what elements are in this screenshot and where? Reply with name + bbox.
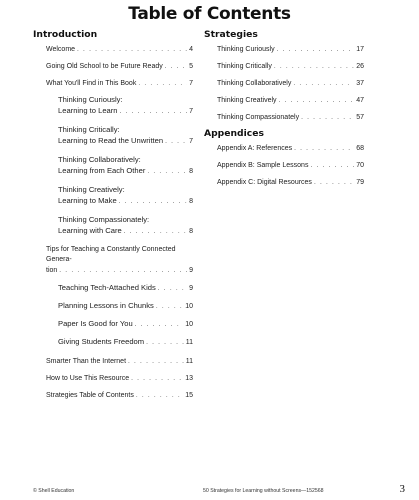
toc-entry-what-youll-find[interactable]: What You'll Find in This Book . . . 7: [46, 78, 193, 89]
toc-entry-strategies-toc[interactable]: Strategies Table of Contents . . . 15: [46, 390, 193, 401]
toc-entry-thinking-curiously[interactable]: Thinking Curiously: Learning to Learn . . . 7: [58, 95, 193, 117]
toc-entry-strategy-creatively[interactable]: Thinking Creatively . . . 47: [217, 95, 364, 106]
toc-column-right: [204, 29, 364, 188]
page-number: 10: [185, 321, 193, 328]
page-number: 13: [185, 375, 193, 382]
page-number: 7: [189, 80, 193, 87]
page-number: 57: [356, 114, 364, 121]
section-heading-strategies: Strategies: [204, 29, 258, 40]
page-footer: [0, 483, 419, 498]
page-number: 4: [189, 46, 193, 53]
toc-entry-welcome[interactable]: Welcome . . . 4: [46, 44, 193, 55]
toc-entry-strategy-critically[interactable]: Thinking Critically . . . 26: [217, 61, 364, 72]
footer-page-number: 3: [399, 483, 405, 495]
page-number: 9: [189, 285, 193, 292]
page-number: 37: [356, 80, 364, 87]
page-number: 8: [189, 198, 193, 205]
footer-publisher: © Shell Education: [33, 488, 75, 494]
footer-book-title: 50 Strategies for Learning without Screens—152568: [203, 488, 324, 494]
toc-entry-strategy-compassionately[interactable]: Thinking Compassionately . . . 57: [217, 112, 364, 123]
toc-entry-tips-for-teaching[interactable]: Tips for Teaching a Constantly Connected Genera- tion . . . 9: [46, 245, 193, 276]
page-number: 11: [185, 339, 193, 346]
page-number: 15: [185, 392, 193, 399]
page-number: 70: [356, 162, 364, 169]
toc-entry-teaching-tech-attached-kids[interactable]: Teaching Tech-Attached Kids . . . 9: [58, 282, 193, 294]
page-number: 17: [356, 46, 364, 53]
toc-entry-strategy-collaboratively[interactable]: Thinking Collaboratively . . . 37: [217, 78, 364, 89]
page-number: 26: [356, 63, 364, 70]
toc-entry-going-old-school[interactable]: Going Old School to be Future Ready . . . 5: [46, 61, 193, 72]
toc-entry-appendix-b[interactable]: Appendix B: Sample Lessons . . . 70: [217, 160, 364, 171]
page-number: 68: [356, 145, 364, 152]
page-number: 79: [356, 179, 364, 186]
page-number: 8: [189, 168, 193, 175]
section-heading-appendices: Appendices: [204, 128, 264, 139]
page-number: 8: [189, 228, 193, 235]
page-number: 47: [356, 97, 364, 104]
toc-entry-planning-lessons[interactable]: Planning Lessons in Chunks . . . 10: [58, 300, 193, 312]
toc-entry-smarter-than-internet[interactable]: Smarter Than the Internet . . . 11: [46, 356, 193, 367]
toc-entry-strategy-curiously[interactable]: Thinking Curiously . . . 17: [217, 44, 364, 55]
toc-entry-thinking-compassionately[interactable]: Thinking Compassionately: Learning with Care . . . 8: [58, 215, 193, 237]
page-number: 5: [189, 63, 193, 70]
page-number: 10: [185, 303, 193, 310]
toc-entry-how-to-use[interactable]: How to Use This Resource . . . 13: [46, 373, 193, 384]
page-title: Table of Contents: [128, 4, 291, 24]
page-number: 11: [185, 358, 193, 365]
toc-entry-giving-students-freedom[interactable]: Giving Students Freedom . . . 11: [58, 336, 193, 348]
page-number: 7: [189, 108, 193, 115]
toc-entry-thinking-collaboratively[interactable]: Thinking Collaboratively: Learning from Each Other . . . 8: [58, 155, 193, 177]
page-number: 9: [189, 267, 193, 274]
toc-column-left: [33, 29, 193, 401]
section-heading-introduction: Introduction: [33, 29, 98, 40]
toc-entry-paper-is-good[interactable]: Paper Is Good for You . . . 10: [58, 318, 193, 330]
toc-entry-appendix-a[interactable]: Appendix A: References . . . 68: [217, 143, 364, 154]
toc-entry-thinking-creatively[interactable]: Thinking Creatively: Learning to Make . . . 8: [58, 185, 193, 207]
page-number: 7: [189, 138, 193, 145]
toc-entry-thinking-critically[interactable]: Thinking Critically: Learning to Read the Unwritten . . . 7: [58, 125, 193, 147]
toc-entry-appendix-c[interactable]: Appendix C: Digital Resources . . . 79: [217, 177, 364, 188]
